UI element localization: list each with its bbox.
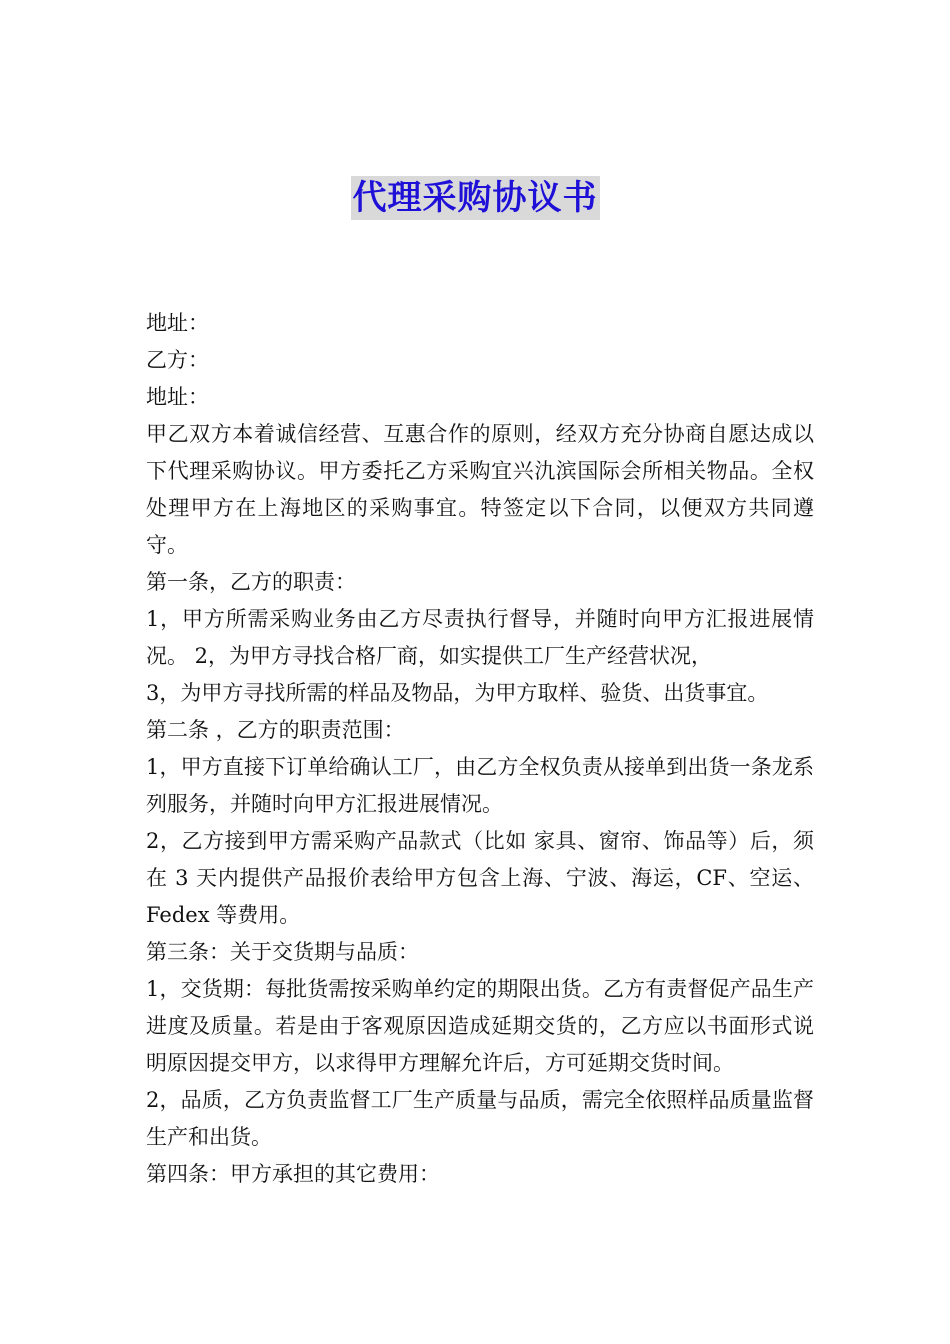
document-title: 代理采购协议书 xyxy=(352,178,598,218)
title-wrapper xyxy=(0,176,950,220)
article-three-item-2: 2，品质，乙方负责监督工厂生产质量与品质，需完全依照样品质量监督生产和出货。 xyxy=(146,1088,814,1149)
article-two-item-2: 2，乙方接到甲方需采购产品款式（比如 家具、窗帘、饰品等）后，须在 3 天内提供产品报价表给甲方包含上海、宁波、海运，CF、空运、Fedex 等费用。 xyxy=(146,829,814,927)
article-four-heading: 第四条：甲方承担的其它费用： xyxy=(146,1162,440,1186)
address-line-party-a: 地址： xyxy=(146,311,209,335)
article-two-item-1: 1，甲方直接下订单给确认工厂，由乙方全权负责从接单到出货一条龙系列服务，并随时向甲方汇报进展情况。 xyxy=(146,755,814,816)
article-three-item-1: 1，交货期：每批货需按采购单约定的期限出货。乙方有责督促产品生产进度及质量。若是由于客观原因造成延期交货的，乙方应以书面形式说明原因提交甲方，以求得甲方理解允许后，方可延期交货时间。 xyxy=(146,977,814,1075)
article-three-heading: 第三条：关于交货期与品质： xyxy=(146,940,419,964)
document-body xyxy=(146,305,814,1193)
address-line-party-b: 地址： xyxy=(146,385,209,409)
article-two-heading: 第二条 ，乙方的职责范围： xyxy=(146,718,405,742)
article-one-heading: 第一条，乙方的职责： xyxy=(146,570,356,594)
party-b-line: 乙方： xyxy=(146,348,209,372)
article-one-item-3: 3，为甲方寻找所需的样品及物品，为甲方取样、验货、出货事宜。 xyxy=(146,681,769,705)
article-one-item-1-2: 1，甲方所需采购业务由乙方尽责执行督导，并随时向甲方汇报进展情况。 2，为甲方寻找合格厂商，如实提供工厂生产经营状况， xyxy=(146,607,814,668)
preamble-paragraph: 甲乙双方本着诚信经营、互惠合作的原则，经双方充分协商自愿达成以下代理采购协议。甲方委托乙方采购宜兴氿滨国际会所相关物品。全权处理甲方在上海地区的采购事宜。特签定以下合同，以便双方共同遵守。 xyxy=(146,422,814,557)
